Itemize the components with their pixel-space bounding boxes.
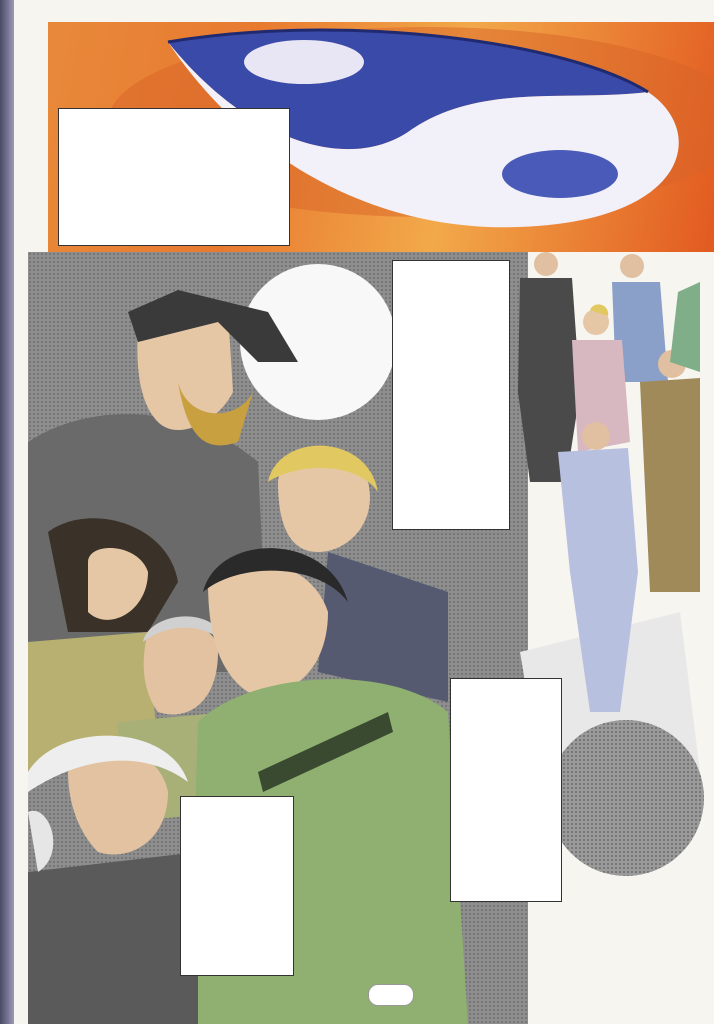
book-spine (0, 0, 14, 1024)
page-number (368, 984, 414, 1006)
caption-border-between (180, 796, 294, 976)
halftone-circle (546, 718, 706, 878)
caption-modern-era (392, 260, 510, 530)
caption-good-people-wrongdoing (450, 678, 562, 902)
comic-page (14, 0, 714, 1024)
caption-taichi-explanation (58, 108, 290, 246)
